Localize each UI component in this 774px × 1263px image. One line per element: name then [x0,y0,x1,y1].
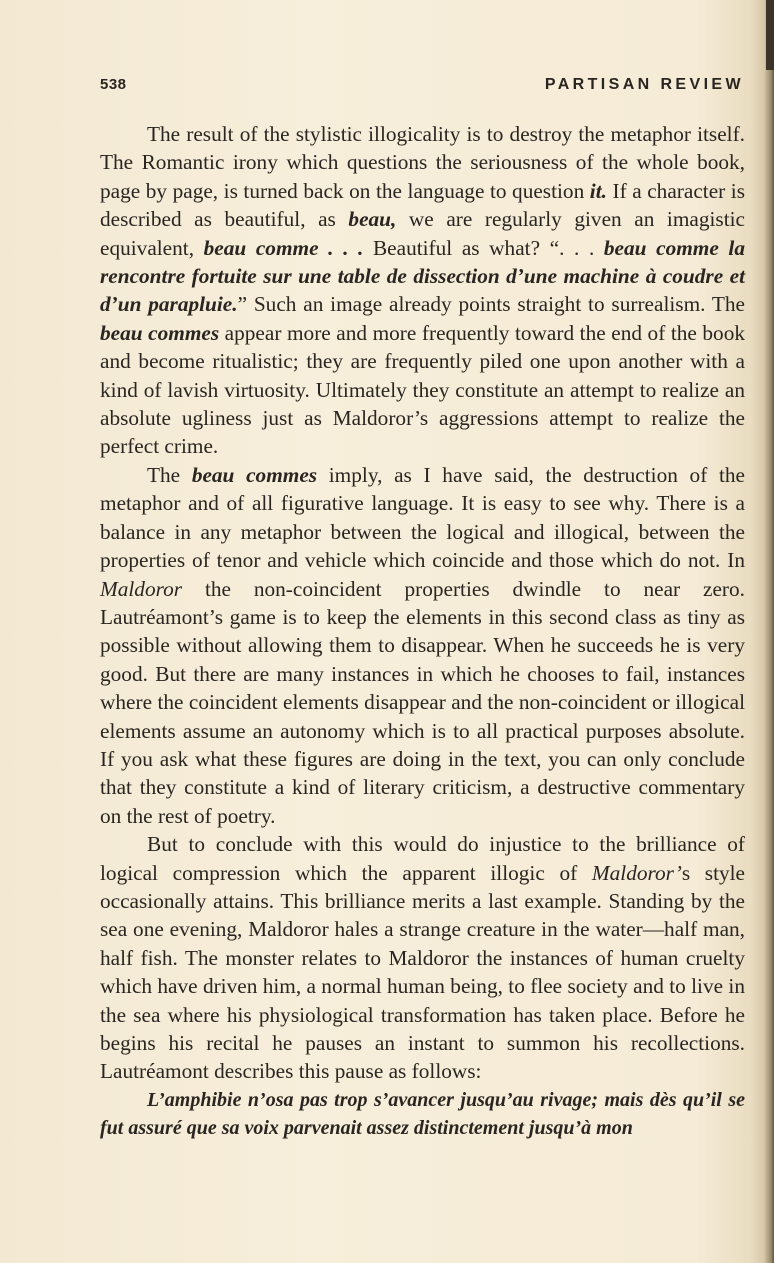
running-head [100,76,744,100]
page-edge-shadow [764,0,774,1263]
paragraph [100,830,745,1086]
paragraph [100,120,745,461]
text-run: we are regularly given an imagistic equivalent, [100,207,745,260]
emphasis-bold-italic: beau, [348,207,397,232]
text-run: The [147,462,192,487]
text-run: If a character is described as beautiful, as [100,178,745,232]
emphasis-bold-italic: beau commes [191,462,318,487]
body-text [100,120,745,1142]
page-number: 538 [100,76,127,93]
text-run: imply, as I have said, the destruction of the metaphor and of all figurative language. It is easy to see why. There is a balance in any metaphor between the logical and illogical, between the properties of tenor and vehicle which coincide and those which do not. In [100,462,746,573]
emphasis-italic: Maldoror’ [591,860,682,885]
emphasis-bold-italic: it. [589,178,607,203]
emphasis-bold-italic: L’amphibie n’osa pas trop s’avancer jusqu’au rivage; mais dès qu’il se fut assuré que sa voix parvenait assez distinctement jusqu’à mon [100,1088,745,1139]
emphasis-bold-italic: beau comme la rencontre fortuite sur une table de dissection d’une machine à coudre et d’un parapluie. [100,235,745,317]
text-run: But to conclude with this would do injustice to the brilliance of logical compression which the apparent illogic of [100,832,745,885]
text-run: the non-coincident properties dwindle to near zero. Lautréamont’s game is to keep the elements in this second class as tiny as possible without allowing them to disappear. When he succeeds he is very good. But there are many instances in which he chooses to fail, instances where the coincident elements disappear and the non-coincident or illogical elements assume an autonomy which is to all practical purposes absolute. If you ask what these figures are doing in the text, you can only conclude that they constitute a kind of literary criticism, a destructive commentary on the rest of poetry. [100,576,745,828]
page-edge-dark [766,0,774,70]
text-run: s style occasionally attains. This brilliance merits a last example. Standing by the sea one evening, Maldoror hales a strange creature in the water—half man, half fish. The monster relates to Maldoror the instances of human cruelty which have driven him, a normal human being, to flee society and to live in the sea where his physiological transformation has taken place. Before he begins his recital he pauses an instant to summon his recollections. Lautréamont describes this pause as follows: [100,860,746,1084]
block-quote [100,1086,745,1142]
text-run: Beautiful as what? “. . . [363,235,604,260]
text-run: ” Such an image already points straight to surrealism. The [237,292,745,317]
emphasis-bold-italic: beau commes [100,320,220,345]
journal-title: PARTISAN REVIEW [544,76,744,93]
text-run: appear more and more frequently toward the end of the book and become ritualistic; they are frequently piled one upon another with a kind of lavish virtuosity. Ultimately they constitute an attempt to realize an absolute ugliness just as Maldoror’s aggressions attempt to realize the perfect crime. [100,320,746,459]
emphasis-bold-italic: beau comme . . . [203,235,364,260]
emphasis-italic: Maldoror [100,576,183,601]
paragraph [100,461,745,830]
text-run: The result of the stylistic illogicality is to destroy the metaphor itself. The Romantic irony which questions the seriousness of the whole book, page by page, is turned back on the language to question [100,122,745,203]
